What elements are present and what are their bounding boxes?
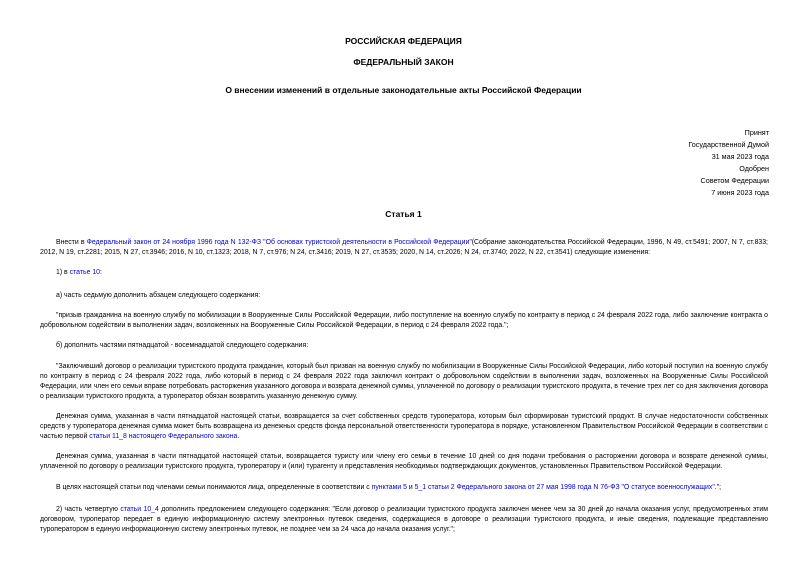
law-link[interactable]: 5_1 статьи 2 Федерального закона от 27 мая 1998 года N 76-ФЗ "О статусе военнослужащих" [414,484,715,491]
text: 1) в [56,269,70,276]
text: : [100,269,102,276]
article-link[interactable]: статьи 11_8 настоящего Федерального закона [89,433,238,440]
paragraph-1 [40,238,768,258]
acceptance-block [688,127,769,199]
text: и [406,484,415,491]
law-title: О внесении изменений в отдельные законодательные акты Российской Федерации [225,85,582,95]
country-heading: РОССИЙСКАЯ ФЕДЕРАЦИЯ [345,36,462,46]
text: Внести в [56,239,87,246]
paragraph-10 [40,505,768,535]
law-link[interactable]: Федеральный закон от 24 ноября 1996 года N 132-ФЗ "Об основах туристской деятельности в Российской Федерации" [86,239,472,246]
text: В целях настоящей статьи под членами семьи понимаются лица, определенные в соответствии с [56,484,372,491]
law-type-heading: ФЕДЕРАЛЬНЫЙ ЗАКОН [353,57,454,67]
paragraph-5: б) дополнить частями пятнадцатой - восемнадцатой следующего содержания: [56,342,309,349]
paragraph-6: "Заключивший договор о реализации туристского продукта гражданин, который был призван на военную службу по мобилизации в Вооруженные Силы Российской Федерации, либо который поступил на военную службу по контракту в период с 24 февраля 2022 года, либо который в период с 24 февраля 2022 года заключил контракт о добровольном содействии в выполнении задач, возложенных на Вооруженные Силы Российской Федерации, или член его семьи вправе потребовать расторжения указанного договора и возврата денежной суммы, уплаченной по договору о реализации туристского продукта, в течение трех лет со дня заключения договора о реализации туристского продукта, а туроператор обязан возвратить указанную денежную сумму. [40,363,768,400]
paragraph-2 [40,268,768,278]
text: (Собрание законодательства Российской Федерации, 1996, N 49, ст.5491; 2007, N 7, ст.833; 2012, N 19, ст.2281; 2015, N 27, ст.3946; 2016, N 10, ст.1323; 2018, N 7, ст.976; N 24, ст.3416; 2019, N 27, ст.3535; 2020, N 14, ст.2026; N 24, ст.3740; 2022, N 22, ст.3541) следующие изменения: [40,239,768,256]
acceptance-date: 31 мая 2023 года [711,152,769,161]
acceptance-line: Государственной Думой [688,140,769,149]
approval-line: Одобрен [739,164,769,173]
article-link[interactable]: статье 10 [69,269,100,276]
paragraph-3: а) часть седьмую дополнить абзацем следующего содержания: [56,292,261,299]
article-link[interactable]: статьи 10_4 [120,506,159,513]
text: . [237,433,240,440]
approval-date: 7 июня 2023 года [711,188,769,197]
paragraph-9 [40,483,768,493]
paragraph-8: Денежная сумма, указанная в части пятнадцатой настоящей статьи, возвращается туристу или члену его семьи в течение 10 дней со дня подачи требования о расторжении договора и возврате денежной суммы, уплаченной по договору о реализации туристского продукта, туроператору и (или) турагенту и представления необходимых подтверждающих документов, установленных Правительством Российской Федерации. [40,453,768,470]
paragraph-4: "призыв гражданина на военную службу по мобилизации в Вооруженные Силы Российской Федерации, либо поступление на военную службу по контракту в период с 24 февраля 2022 года, либо заключение контракта о добровольном содействии в выполнении задач, возложенных на Вооруженные Силы Российской Федерации, в период с 24 февраля 2022 года."; [40,312,768,329]
approval-line: Советом Федерации [700,176,769,185]
paragraph-7 [40,412,768,442]
text: ."; [714,484,722,491]
text: Денежная сумма, указанная в части пятнадцатой настоящей статьи, возвращается за счет собственных средств туроператора, которым был сформирован туристский продукт. В случае недостаточности собственных средств у туроператора денежная сумма может быть возвращена из денежных средств фонда персональной ответственности туроператора в порядке, установленном Правительством Российской Федерации в соответствии с частью первой [40,413,768,440]
acceptance-line: Принят [744,128,769,137]
text: 2) часть четвертую [56,506,121,513]
text: дополнить предложением следующего содержания: "Если договор о реализации туристского продукта заключен менее чем за 30 дней до начала оказания услуг, предусмотренных этим договором, туроператор передает в единую информационную систему электронных путевок сведения, содержащиеся в договоре о реализации туристского продукта, и иные сведения, подлежащие представлению туроператором в единую информационную систему электронных путевок, не позднее чем за 24 часа до начала оказания услуг."; [40,506,768,533]
article-heading: Статья 1 [385,209,422,219]
article-link[interactable]: пунктами 5 [371,484,407,491]
